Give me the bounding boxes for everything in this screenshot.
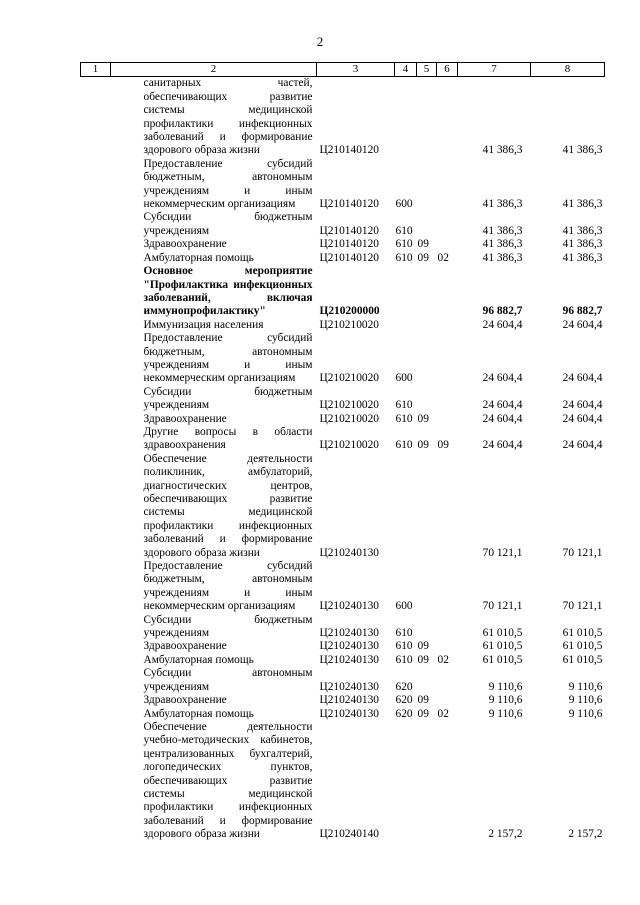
col-header: 7: [458, 63, 531, 77]
row-name: Амбулаторная помощь: [143, 707, 254, 720]
row-code: Ц210140120: [319, 198, 379, 211]
row-subsection: [437, 332, 458, 386]
table-row: [81, 708, 605, 721]
row-section: 09: [417, 694, 429, 707]
row-amount-col8: 70 121,1: [562, 600, 603, 613]
row-subsection: [437, 694, 458, 707]
row-subsection: [437, 667, 458, 694]
row-col1-cell: [81, 252, 111, 265]
row-section: [417, 77, 437, 158]
table-row: [81, 640, 605, 653]
row-name: санитарных частей, обеспечивающих развитие системы медицинской профилактики инфекционных заболеваний и формирование здорового образа жизни: [143, 77, 313, 157]
row-section: [417, 560, 437, 614]
row-subsection: [437, 413, 458, 426]
row-col1-cell: [81, 319, 111, 332]
row-code: Ц210200000: [319, 305, 380, 318]
row-section: 09: [417, 707, 429, 720]
row-amount-col8: 2 157,2: [568, 828, 603, 841]
row-amount-col8: 41 386,3: [562, 238, 603, 251]
row-col1-cell: [81, 332, 111, 386]
row-col1-cell: [81, 694, 111, 707]
row-kvr: 610: [395, 399, 413, 412]
table-row: [81, 77, 605, 158]
row-name: Субсидии бюджетным учреждениям: [143, 613, 313, 640]
row-kvr: 610: [395, 640, 413, 653]
row-subsection: 09: [437, 439, 449, 452]
row-name: Обеспечение деятельности учебно-методических кабинетов, централизованных бухгалтерий, логопедических пунктов, обеспечивающих развитие системы медицинской профилактики инфекционных заболеваний и формирование здорового образа жизни: [143, 720, 313, 841]
row-amount-col7: 41 386,3: [482, 224, 523, 237]
table-row: [81, 158, 605, 212]
row-code: Ц210140120: [319, 144, 379, 157]
row-name: Основное мероприятие "Профилактика инфекционных заболеваний, включая иммунопрофилактику": [143, 265, 313, 318]
row-code: Ц210210020: [319, 318, 379, 331]
row-section: [417, 614, 437, 641]
row-section: [417, 721, 437, 842]
row-kvr: [395, 265, 417, 319]
row-amount-col7: 24 604,4: [482, 318, 523, 331]
table-row: [81, 426, 605, 453]
row-amount-col8: 41 386,3: [562, 224, 603, 237]
row-amount-col7: 61 010,5: [482, 627, 523, 640]
row-col1-cell: [81, 560, 111, 614]
row-name: Амбулаторная помощь: [143, 251, 254, 264]
row-subsection: [437, 453, 458, 560]
row-code: Ц210240130: [319, 546, 379, 559]
row-code: Ц210240130: [319, 600, 379, 613]
row-col1-cell: [81, 721, 111, 842]
row-amount-col8: 61 010,5: [562, 653, 603, 666]
row-amount-col8: 41 386,3: [562, 198, 603, 211]
row-amount-col8: 61 010,5: [562, 627, 603, 640]
table-row: [81, 319, 605, 332]
row-amount-col7: 9 110,6: [488, 694, 523, 707]
row-subsection: 02: [437, 251, 449, 264]
row-section: [417, 211, 437, 238]
row-name: Предоставление субсидий бюджетным, автономным учреждениям и иным некоммерческим организациям: [143, 157, 313, 211]
row-amount-col7: 9 110,6: [488, 707, 523, 720]
row-col1-cell: [81, 413, 111, 426]
row-subsection: [437, 386, 458, 413]
row-kvr: 610: [395, 224, 413, 237]
row-subsection: [437, 721, 458, 842]
budget-table: [80, 62, 605, 842]
col-header: 4: [395, 63, 417, 77]
row-col1-cell: [81, 708, 111, 721]
row-code: Ц210240130: [319, 640, 379, 653]
col-header: 1: [81, 63, 111, 77]
row-code: Ц210240130: [319, 653, 379, 666]
table-row: [81, 252, 605, 265]
row-subsection: [437, 238, 458, 251]
row-code: Ц210240130: [319, 707, 379, 720]
table-row: [81, 332, 605, 386]
row-col1-cell: [81, 654, 111, 667]
row-name: Здравоохранение: [143, 238, 227, 251]
row-col1-cell: [81, 77, 111, 158]
row-kvr: 600: [395, 600, 413, 613]
row-code: Ц210240130: [319, 627, 379, 640]
row-kvr: 610: [395, 653, 413, 666]
row-kvr: 610: [395, 238, 413, 251]
row-kvr: [395, 453, 417, 560]
row-name: Предоставление субсидий бюджетным, автономным учреждениям и иным некоммерческим организациям: [143, 332, 313, 385]
table-row: [81, 265, 605, 319]
row-name: Здравоохранение: [143, 640, 227, 653]
row-col1-cell: [81, 667, 111, 694]
row-col1-cell: [81, 238, 111, 251]
row-amount-col8: 24 604,4: [562, 439, 603, 452]
row-code: Ц210140120: [319, 238, 379, 251]
row-amount-col8: 24 604,4: [562, 399, 603, 412]
row-name: Обеспечение деятельности поликлиник, амбулаторий, диагностических центров, обеспечивающих развитие системы медицинской профилактики инфекционных заболеваний и формирование здорового образа жизни: [143, 452, 313, 559]
table-row: [81, 238, 605, 251]
row-subsection: [437, 158, 458, 212]
row-section: 09: [417, 439, 429, 452]
row-name: Субсидии автономным учреждениям: [143, 667, 313, 693]
row-amount-col8: 24 604,4: [562, 372, 603, 385]
row-code: Ц210140120: [319, 251, 379, 264]
row-code: Ц210240130: [319, 680, 379, 693]
col-header: 5: [417, 63, 437, 77]
row-amount-col7: 41 386,3: [482, 198, 523, 211]
row-col1-cell: [81, 265, 111, 319]
col-header: 3: [317, 63, 395, 77]
table-row: [81, 386, 605, 413]
table-row: [81, 667, 605, 694]
row-section: [417, 319, 437, 332]
row-code: Ц210210020: [319, 439, 379, 452]
row-code: Ц210240140: [319, 828, 379, 841]
column-header-row: [81, 63, 605, 77]
row-section: 09: [417, 653, 429, 666]
table-row: [81, 694, 605, 707]
row-amount-col8: 9 110,6: [568, 707, 603, 720]
row-amount-col7: 96 882,7: [482, 305, 523, 318]
row-name: Субсидии бюджетным учреждениям: [143, 211, 313, 237]
row-section: 09: [417, 251, 429, 264]
row-amount-col7: 61 010,5: [482, 653, 523, 666]
table-row: [81, 211, 605, 238]
row-code: Ц210140120: [319, 224, 379, 237]
row-amount-col7: 24 604,4: [482, 412, 523, 425]
row-kvr: [395, 77, 417, 158]
row-subsection: [437, 265, 458, 319]
row-amount-col8: 41 386,3: [562, 144, 603, 157]
row-name: Предоставление субсидий бюджетным, автономным учреждениям и иным некоммерческим организациям: [143, 560, 313, 613]
row-name: Амбулаторная помощь: [143, 653, 254, 666]
row-amount-col8: 70 121,1: [562, 546, 603, 559]
row-section: [417, 667, 437, 694]
row-col1-cell: [81, 211, 111, 238]
page-number: 2: [316, 34, 324, 49]
row-subsection: [437, 614, 458, 641]
row-col1-cell: [81, 640, 111, 653]
row-code: Ц210210020: [319, 399, 379, 412]
table-row: [81, 654, 605, 667]
row-amount-col8: 41 386,3: [562, 251, 603, 264]
table-row: [81, 413, 605, 426]
row-section: [417, 158, 437, 212]
row-amount-col8: 24 604,4: [562, 412, 603, 425]
row-col1-cell: [81, 158, 111, 212]
row-amount-col7: 24 604,4: [482, 439, 523, 452]
row-kvr: 620: [395, 680, 413, 693]
row-subsection: 02: [437, 653, 449, 666]
row-kvr: 600: [395, 372, 413, 385]
table-body: [81, 77, 605, 842]
row-code: Ц210210020: [319, 372, 379, 385]
table-row: [81, 614, 605, 641]
row-kvr: 610: [395, 251, 413, 264]
row-section: [417, 386, 437, 413]
row-subsection: [437, 211, 458, 238]
row-amount-col7: 70 121,1: [482, 600, 523, 613]
row-subsection: [437, 560, 458, 614]
row-amount-col8: 9 110,6: [568, 680, 603, 693]
row-name: Здравоохранение: [143, 694, 227, 707]
row-section: 09: [417, 238, 429, 251]
row-name: Здравоохранение: [143, 412, 227, 425]
row-section: [417, 332, 437, 386]
row-kvr: [395, 721, 417, 842]
row-name: Другие вопросы в области здравоохранения: [143, 425, 313, 452]
row-amount-col8: 24 604,4: [562, 318, 603, 331]
row-subsection: [437, 640, 458, 653]
row-code: Ц210240130: [319, 694, 379, 707]
row-amount-col7: 61 010,5: [482, 640, 523, 653]
col-header: 2: [111, 63, 317, 77]
row-section: 09: [417, 412, 429, 425]
row-col1-cell: [81, 426, 111, 453]
row-kvr: 600: [395, 198, 413, 211]
row-code: Ц210210020: [319, 412, 379, 425]
row-kvr: 610: [395, 627, 413, 640]
row-subsection: [437, 77, 458, 158]
row-kvr: 610: [395, 439, 413, 452]
row-amount-col7: 41 386,3: [482, 144, 523, 157]
row-kvr: 620: [395, 707, 413, 720]
row-subsection: 02: [437, 707, 449, 720]
row-section: 09: [417, 640, 429, 653]
row-amount-col8: 96 882,7: [562, 305, 603, 318]
row-amount-col7: 9 110,6: [488, 680, 523, 693]
row-kvr: [395, 319, 417, 332]
row-kvr: 610: [395, 412, 413, 425]
row-amount-col7: 24 604,4: [482, 372, 523, 385]
row-name: Иммунизация населения: [143, 318, 264, 331]
col-header: 8: [531, 63, 605, 77]
row-section: [417, 453, 437, 560]
row-col1-cell: [81, 386, 111, 413]
row-amount-col7: 70 121,1: [482, 546, 523, 559]
row-amount-col8: 9 110,6: [568, 694, 603, 707]
row-name: Субсидии бюджетным учреждениям: [143, 385, 313, 412]
row-subsection: [437, 319, 458, 332]
table-row: [81, 560, 605, 614]
table-row: [81, 453, 605, 560]
col-header: 6: [437, 63, 458, 77]
row-amount-col7: 41 386,3: [482, 238, 523, 251]
row-section: [417, 265, 437, 319]
row-amount-col7: 24 604,4: [482, 399, 523, 412]
row-col1-cell: [81, 453, 111, 560]
row-kvr: 620: [395, 694, 413, 707]
row-amount-col7: 2 157,2: [488, 828, 523, 841]
row-amount-col7: 41 386,3: [482, 251, 523, 264]
row-col1-cell: [81, 614, 111, 641]
row-amount-col8: 61 010,5: [562, 640, 603, 653]
table-row: [81, 721, 605, 842]
